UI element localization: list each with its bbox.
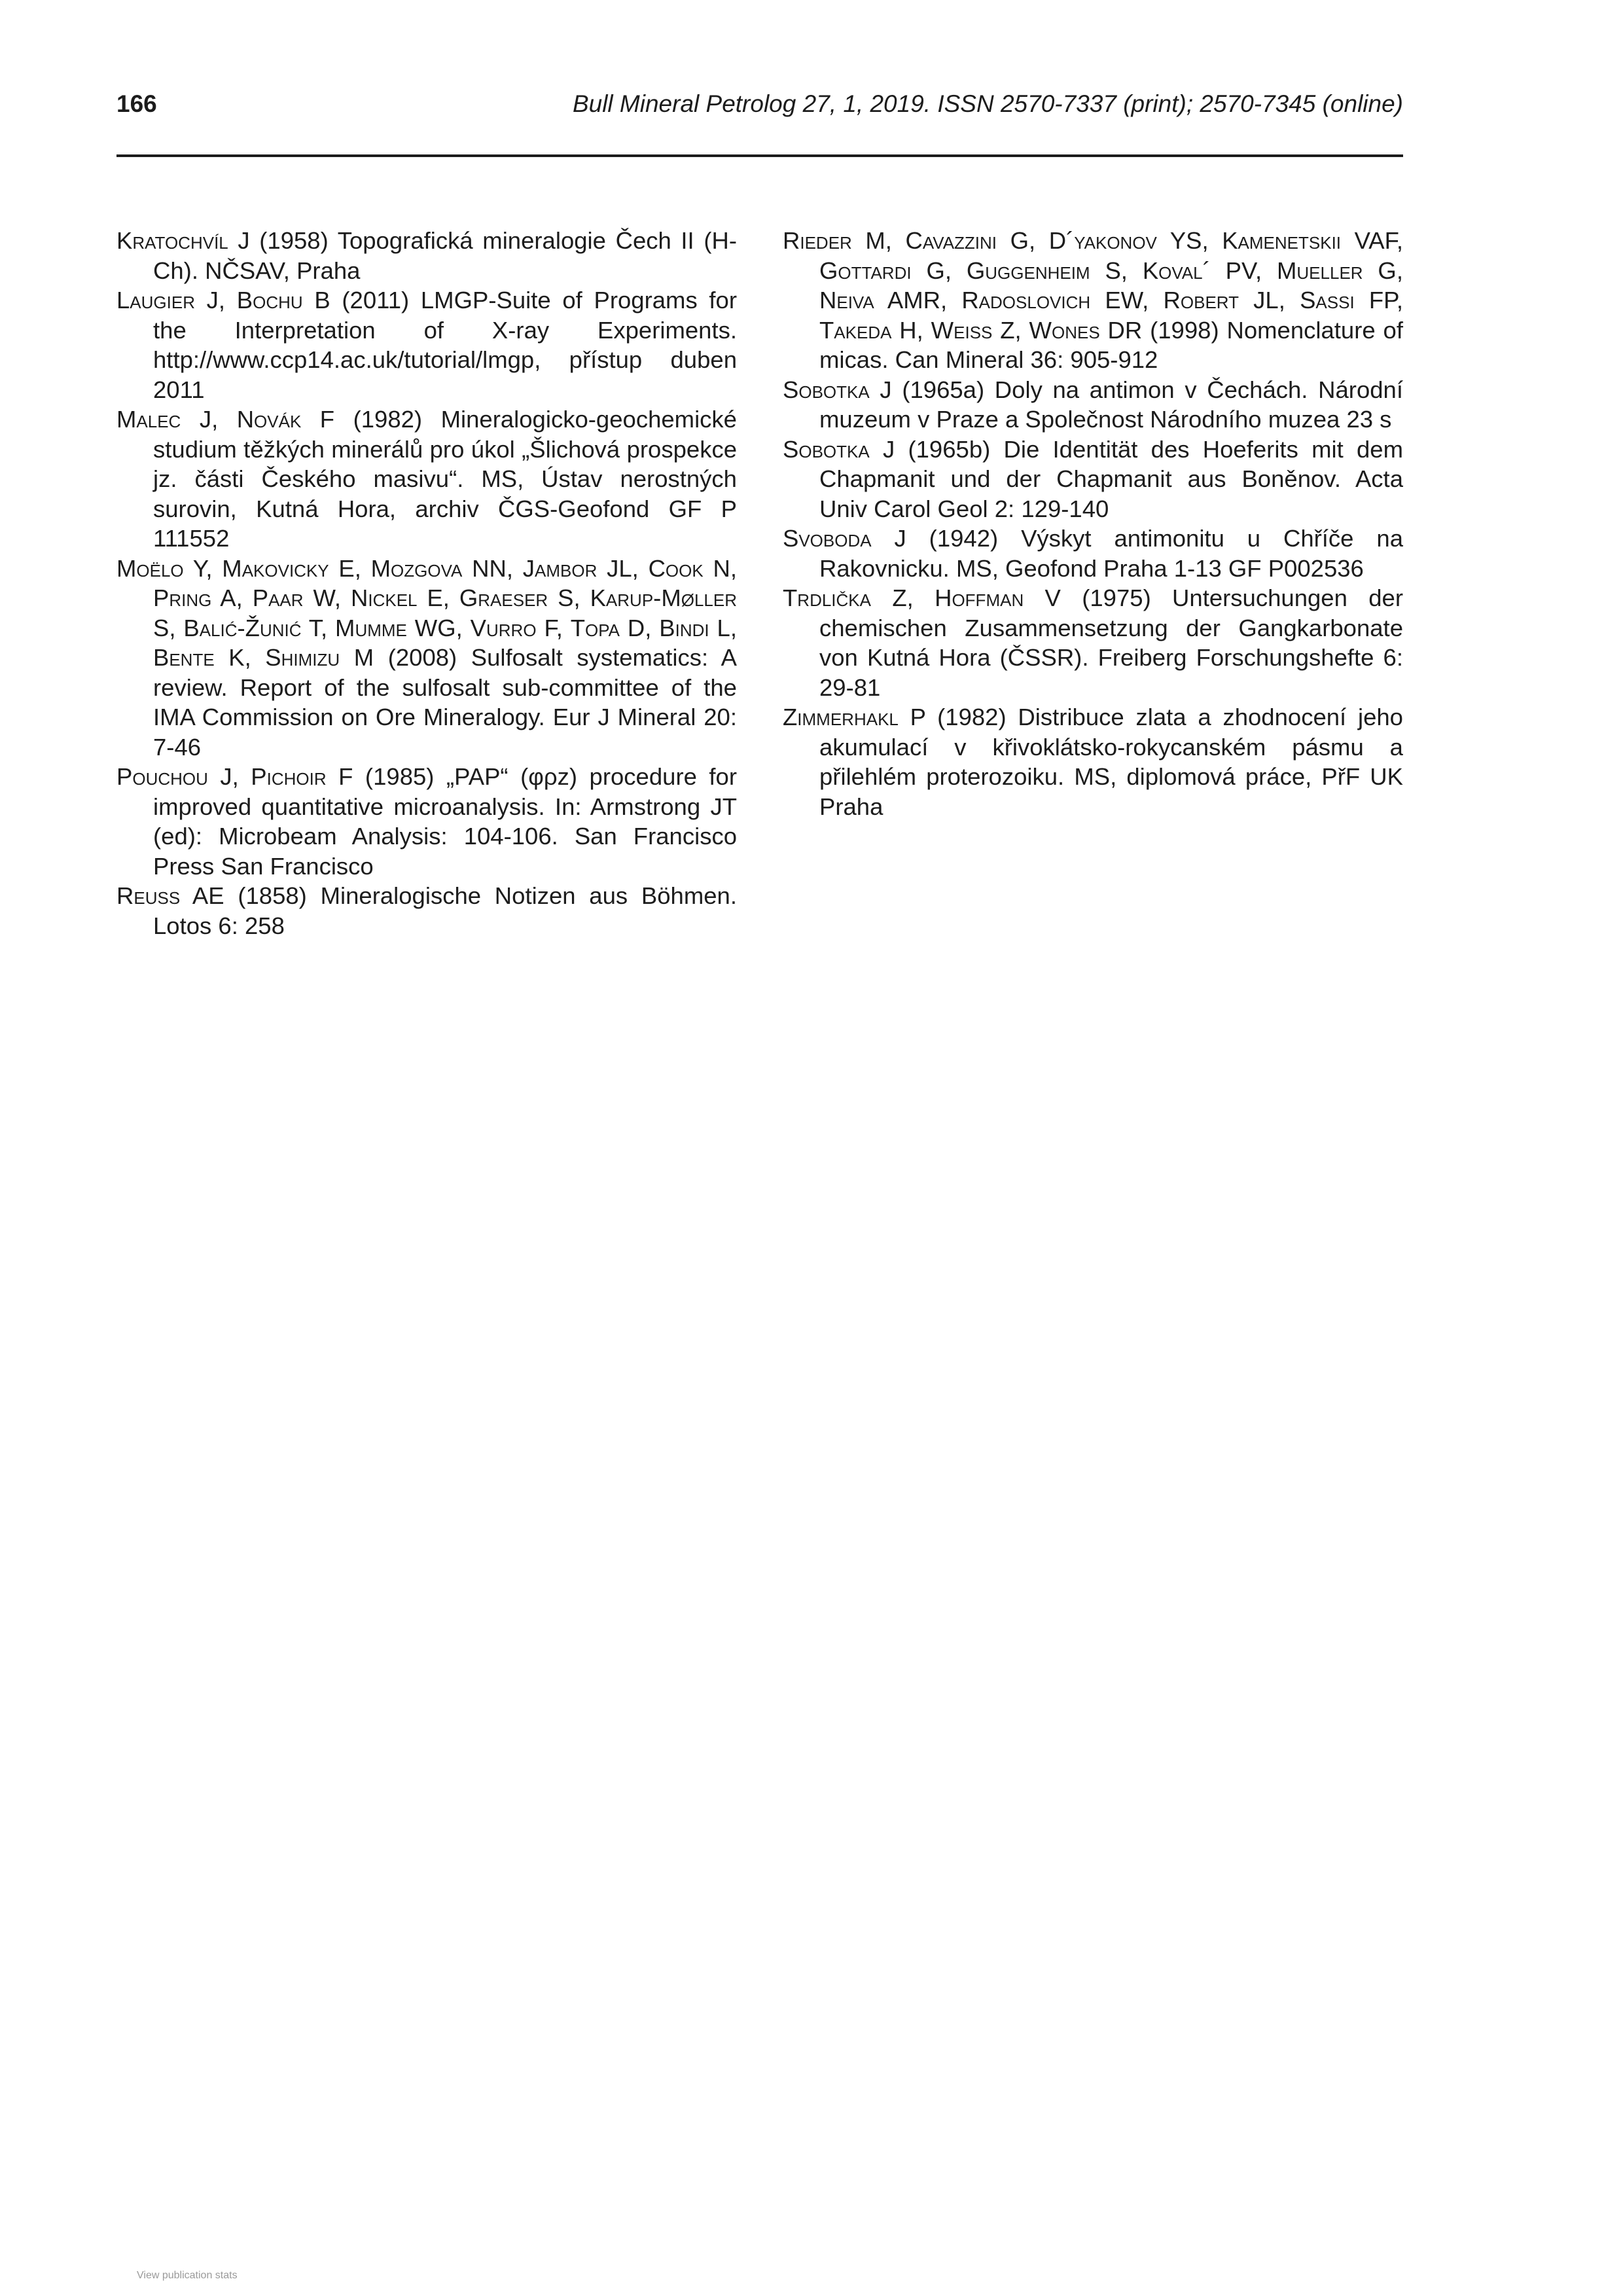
reference-text: F (1982) Mineralogicko-geochemické studium těžkých minerálů pro úkol „Šlichová prospekce jz. části Českého masivu“. MS, Ústav nerostných surovin, Kutná Hora, archiv ČGS-Geofond GF P 111552 xyxy=(153,406,737,552)
reference-author: Moëlo xyxy=(116,554,184,582)
reference-author: Mumme xyxy=(335,614,407,641)
reference-author: Koval´ xyxy=(1142,257,1211,284)
reference-author: Malec xyxy=(116,406,181,433)
reference-author: Gottardi xyxy=(819,257,912,284)
reference-author: Kratochvíl xyxy=(116,227,228,254)
reference-author: Cook xyxy=(648,554,704,582)
reference-entry xyxy=(783,524,1403,583)
reference-text: J, xyxy=(207,763,251,790)
reference-author: Topa xyxy=(570,614,620,641)
reference-text: S, xyxy=(1090,257,1143,284)
reference-entry xyxy=(116,226,737,285)
reference-text: G, xyxy=(1363,257,1403,284)
reference-author: Paar xyxy=(252,584,304,611)
reference-text: J (1942) Výskyt antimonitu u Chříče na Rakovnicku. MS, Geofond Praha 1-13 GF P002536 xyxy=(819,525,1403,582)
reference-entry xyxy=(116,881,737,941)
reference-author: Robert xyxy=(1163,287,1239,314)
reference-text: Z, xyxy=(992,316,1029,344)
reference-text: Y, xyxy=(183,554,223,582)
reference-text: L, xyxy=(709,614,737,641)
reference-entry xyxy=(116,762,737,881)
reference-author: Pring xyxy=(153,584,212,611)
reference-text: J, xyxy=(194,287,237,314)
reference-author: Sassi xyxy=(1300,287,1355,314)
reference-author: Neiva xyxy=(819,287,874,314)
reference-text: V (1975) Untersuchungen der chemischen Zusammensetzung der Gangkarbonate von Kutná Hora (ČSSR). Freiberg Forschungshefte 6: 29-81 xyxy=(819,584,1403,701)
reference-text: VAF, xyxy=(1341,227,1403,254)
reference-text: P (1982) Distribuce zlata a zhodnocení jeho akumulací v křivoklátsko-rokycanském pásmu a přilehlém proterozoiku. MS, diplomová práce, PřF UK Praha xyxy=(819,704,1403,820)
reference-text: F (1985) „PAP“ (φρz) procedure for improved quantitative microanalysis. In: Armstrong JT (ed): Microbeam Analysis: 104-106. San Francisco Press San Francisco xyxy=(153,763,737,880)
reference-text: E, xyxy=(417,584,459,611)
reference-author: Nickel xyxy=(351,584,418,611)
reference-author: Mozgova xyxy=(370,554,463,582)
reference-author: Svoboda xyxy=(783,525,872,552)
reference-text: J (1965b) Die Identität des Hoeferits mit dem Chapmanit und der Chapmanit aus Boněnov. Acta Univ Carol Geol 2: 129-140 xyxy=(819,435,1403,522)
reference-author: Bindi xyxy=(659,614,709,641)
reference-text: FP, xyxy=(1354,287,1403,314)
reference-author: Pouchou xyxy=(116,763,208,790)
view-publication-stats-link[interactable]: View publication stats xyxy=(137,2270,238,2281)
reference-author: Trdlička xyxy=(783,584,871,611)
reference-text: S, xyxy=(548,584,590,611)
references-left-column xyxy=(116,226,737,941)
reference-text: DR (1998) Nomenclature of micas. Can Mineral 36: 905-912 xyxy=(819,316,1403,373)
reference-text: M (2008) Sulfosalt systematics: A review. Report of the sulfosalt sub-committee of the IMA Commission on Ore Mineralogy. Eur J Mineral 20: 7-46 xyxy=(153,644,737,761)
reference-author: Jambor xyxy=(522,554,597,582)
reference-author: Cavazzini xyxy=(905,227,997,254)
reference-text: G, xyxy=(911,257,967,284)
reference-text: M, xyxy=(851,227,906,254)
reference-author: Hoffman xyxy=(935,584,1024,611)
reference-text: F, xyxy=(536,614,571,641)
reference-text: J (1965a) Doly na antimon v Čechách. Národní muzeum v Praze a Společnost Národního muzea 23 s xyxy=(819,376,1403,433)
reference-entry xyxy=(783,375,1403,435)
reference-author: Sobotka xyxy=(783,376,870,403)
reference-text: PV, xyxy=(1210,257,1277,284)
reference-author: Kamenetskii xyxy=(1222,227,1342,254)
reference-author: Mueller xyxy=(1277,257,1363,284)
reference-author: Pichoir xyxy=(251,763,327,790)
reference-text: J (1958) Topografická mineralogie Čech II (H-Ch). NČSAV, Praha xyxy=(153,227,737,284)
reference-text: J, xyxy=(181,406,237,433)
reference-author: Sobotka xyxy=(783,435,870,463)
reference-text: N, xyxy=(703,554,737,582)
reference-text: S, xyxy=(153,614,184,641)
reference-entry xyxy=(783,583,1403,702)
reference-author: Wones xyxy=(1029,316,1100,344)
reference-text: W, xyxy=(303,584,351,611)
reference-author: Bente xyxy=(153,644,215,671)
page-number: 166 xyxy=(116,90,157,117)
reference-author: Bochu xyxy=(236,287,303,314)
reference-entry xyxy=(783,435,1403,524)
reference-text: Z, xyxy=(871,584,935,611)
reference-text: EW, xyxy=(1090,287,1164,314)
reference-author: Rieder xyxy=(783,227,852,254)
reference-author: Reuss xyxy=(116,882,181,909)
reference-text: E, xyxy=(329,554,371,582)
reference-text: JL, xyxy=(1238,287,1300,314)
reference-author: Radoslovich xyxy=(961,287,1091,314)
reference-author: Vurro xyxy=(470,614,537,641)
reference-text: AE (1858) Mineralogische Notizen aus Böhmen. Lotos 6: 258 xyxy=(153,882,737,939)
reference-text: B (2011) LMGP-Suite of Programs for the Interpretation of X-ray Experiments. http://www.ccp14.ac.uk/tutorial/lmgp, přístup duben 2011 xyxy=(153,287,737,403)
reference-text: K, xyxy=(214,644,266,671)
reference-text: AMR, xyxy=(874,287,962,314)
reference-author: Zimmerhakl xyxy=(783,704,899,730)
reference-text: T, xyxy=(301,614,336,641)
reference-text: A, xyxy=(211,584,253,611)
reference-text: H, xyxy=(891,316,931,344)
reference-author: Makovicky xyxy=(222,554,329,582)
reference-entry xyxy=(116,404,737,554)
header-rule xyxy=(116,154,1403,157)
reference-text: WG, xyxy=(406,614,471,641)
reference-author: Balić-Žunić xyxy=(183,614,302,641)
reference-entry xyxy=(783,702,1403,821)
reference-author: Shimizu xyxy=(265,644,340,671)
reference-author: Guggenheim xyxy=(966,257,1090,284)
reference-author: Takeda xyxy=(819,316,892,344)
reference-author: Laugier xyxy=(116,287,195,314)
reference-author: Novák xyxy=(236,406,302,433)
reference-text: G, xyxy=(997,227,1049,254)
running-head: Bull Mineral Petrolog 27, 1, 2019. ISSN 2570-7337 (print); 2570-7345 (online) xyxy=(572,90,1403,117)
reference-author: Weiss xyxy=(931,316,993,344)
reference-text: JL, xyxy=(597,554,649,582)
reference-text: YS, xyxy=(1156,227,1222,254)
reference-text: NN, xyxy=(462,554,523,582)
reference-entry xyxy=(116,285,737,404)
references-right-column xyxy=(783,226,1403,821)
reference-author: Karup-Møller xyxy=(590,584,737,611)
reference-author: Graeser xyxy=(459,584,548,611)
reference-author: D´yakonov xyxy=(1048,227,1157,254)
reference-entry xyxy=(783,226,1403,375)
reference-entry xyxy=(116,554,737,762)
reference-text: D, xyxy=(620,614,660,641)
